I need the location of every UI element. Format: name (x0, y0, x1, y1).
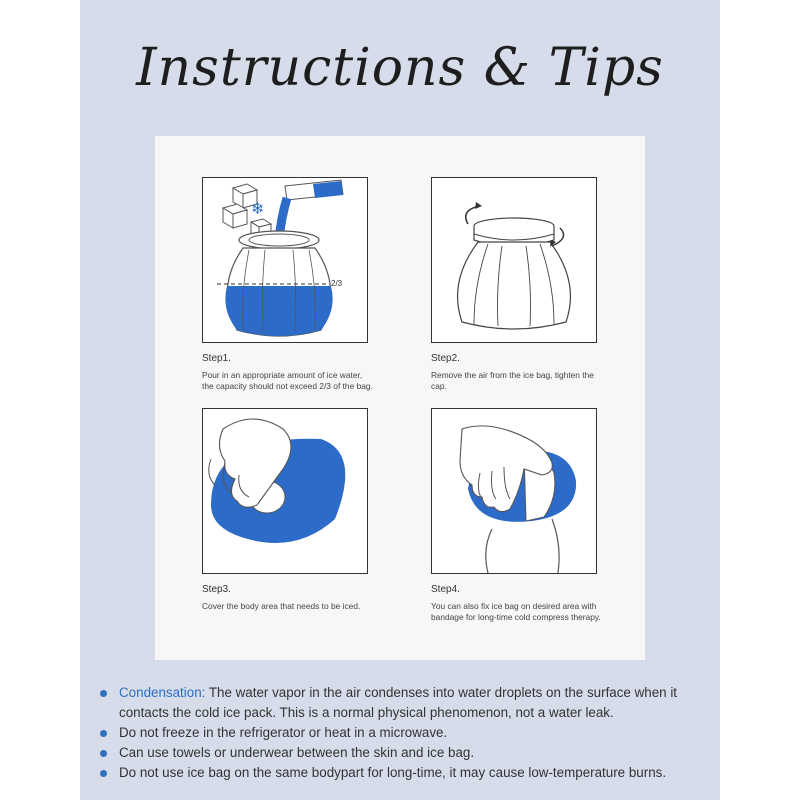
step-3-text: Cover the body area that needs to be iced. (202, 601, 361, 611)
step-4-title: Step4. (431, 584, 460, 595)
step-2 (431, 177, 641, 391)
step-4 (431, 408, 641, 622)
ice-bag-filling-icon (203, 178, 367, 342)
step-2-text: Remove the air from the ice bag, tighten the cap. (431, 370, 594, 391)
tip-text: The water vapor in the air condenses into water droplets on the surface when it contacts the cold ice pack. This is a normal physical phenomenon, not a water leak. (119, 685, 678, 720)
step-4-text: You can also fix ice bag on desired area with bandage for long-time cold compress therapy. (431, 601, 601, 622)
step-1-text: Pour in an appropriate amount of ice water, the capacity should not exceed 2/3 of the bag. (202, 370, 373, 391)
step-1 (202, 177, 412, 391)
svg-text:❄: ❄ (251, 199, 265, 218)
tip-use-towel: Can use towels or underwear between the skin and ice bag. (98, 743, 710, 763)
step-1-title: Step1. (202, 353, 231, 364)
step-2-title: Step2. (431, 353, 460, 364)
ice-bag-cap-icon (432, 178, 596, 342)
instructions-panel (80, 0, 720, 800)
step-3 (202, 408, 412, 612)
tips-list (98, 683, 710, 783)
fill-marker-label: 2/3 (331, 279, 343, 288)
tip-low-temp-burns: Do not use ice bag on the same bodypart for long-time, it may cause low-temperature burns. (98, 763, 710, 783)
tip-keyword: Condensation: (119, 685, 206, 700)
page-title: Instructions & Tips (136, 38, 664, 98)
tip-no-freeze: Do not freeze in the refrigerator or heat in a microwave. (98, 723, 710, 743)
ice-bag-on-knee-icon (432, 409, 596, 573)
step-3-illustration (202, 408, 368, 574)
step-3-title: Step3. (202, 584, 231, 595)
ice-bag-on-arm-icon (203, 409, 367, 573)
step-4-illustration (431, 408, 597, 574)
step-1-illustration (202, 177, 368, 343)
steps-card (155, 136, 645, 660)
step-2-illustration (431, 177, 597, 343)
tip-condensation (98, 683, 710, 723)
